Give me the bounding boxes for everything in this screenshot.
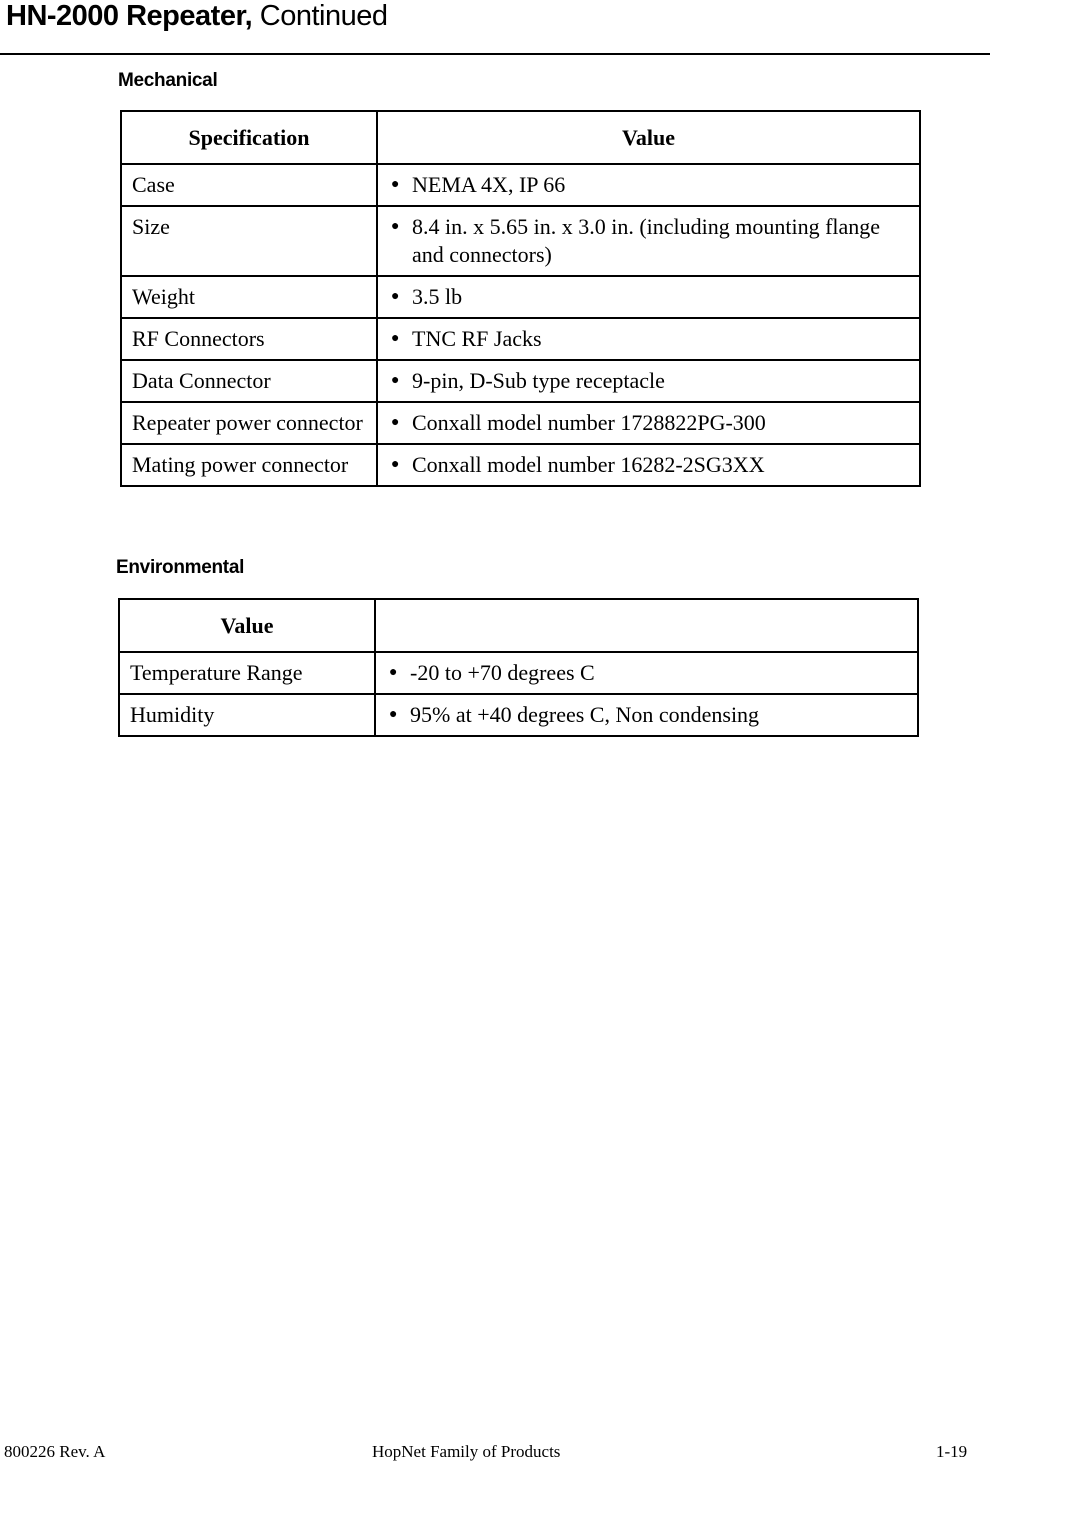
footer-page-number: 1-19 xyxy=(936,1442,968,1461)
value-text: NEMA 4X, IP 66 xyxy=(412,172,566,197)
value-text: -20 to +70 degrees C xyxy=(410,660,595,685)
table-row xyxy=(121,360,920,402)
value-text: Conxall model number 16282-2SG3XX xyxy=(412,452,765,477)
bullet-icon: ● xyxy=(389,707,398,722)
value-text: 8.4 in. x 5.65 in. x 3.0 in. (including mounting flange and connectors) xyxy=(412,214,881,267)
table-row xyxy=(121,444,920,486)
value-text: 3.5 lb xyxy=(412,284,463,309)
footer-product-family: HopNet Family of Products xyxy=(372,1442,561,1461)
value-cell xyxy=(377,444,920,486)
environmental-table xyxy=(118,598,919,737)
value-cell xyxy=(377,402,920,444)
page-title xyxy=(6,0,387,32)
value-text: Conxall model number 1728822PG-300 xyxy=(412,410,766,435)
table-header-row xyxy=(119,599,918,652)
spec-cell: RF Connectors xyxy=(121,318,377,360)
table-row xyxy=(119,694,918,736)
bullet-icon: ● xyxy=(391,289,400,304)
spec-cell: Weight xyxy=(121,276,377,318)
spec-cell: Humidity xyxy=(119,694,375,736)
table-row xyxy=(121,206,920,276)
table-row xyxy=(121,276,920,318)
value-cell xyxy=(377,360,920,402)
value-cell xyxy=(377,164,920,206)
header-divider xyxy=(0,53,990,55)
column-header-value: Value xyxy=(119,599,375,652)
bullet-icon: ● xyxy=(391,415,400,430)
table-row xyxy=(121,318,920,360)
column-header-specification: Specification xyxy=(121,111,377,164)
page-title-continued: Continued xyxy=(259,0,388,32)
value-text: TNC RF Jacks xyxy=(412,326,542,351)
bullet-icon: ● xyxy=(391,373,400,388)
spec-cell: Mating power connector xyxy=(121,444,377,486)
spec-cell: Repeater power connector xyxy=(121,402,377,444)
table-row xyxy=(119,652,918,694)
value-cell xyxy=(375,694,918,736)
table-row xyxy=(121,164,920,206)
value-cell xyxy=(377,206,920,276)
spec-cell: Data Connector xyxy=(121,360,377,402)
page-title-bold: HN-2000 Repeater, xyxy=(6,0,253,32)
spec-cell: Size xyxy=(121,206,377,276)
environmental-heading: Environmental xyxy=(116,557,245,578)
value-cell xyxy=(377,276,920,318)
mechanical-heading: Mechanical xyxy=(118,70,218,91)
table-header-row xyxy=(121,111,920,164)
footer-doc-number: 800226 Rev. A xyxy=(4,1442,106,1461)
mechanical-table xyxy=(120,110,921,487)
column-header-value: Value xyxy=(377,111,920,164)
value-text: 95% at +40 degrees C, Non condensing xyxy=(410,702,760,727)
bullet-icon: ● xyxy=(391,177,400,192)
value-text: 9-pin, D-Sub type receptacle xyxy=(412,368,665,393)
bullet-icon: ● xyxy=(391,219,400,234)
bullet-icon: ● xyxy=(389,665,398,680)
bullet-icon: ● xyxy=(391,331,400,346)
spec-cell: Temperature Range xyxy=(119,652,375,694)
value-cell xyxy=(377,318,920,360)
table-row xyxy=(121,402,920,444)
value-cell xyxy=(375,652,918,694)
spec-cell: Case xyxy=(121,164,377,206)
bullet-icon: ● xyxy=(391,457,400,472)
column-header-empty xyxy=(375,599,918,652)
